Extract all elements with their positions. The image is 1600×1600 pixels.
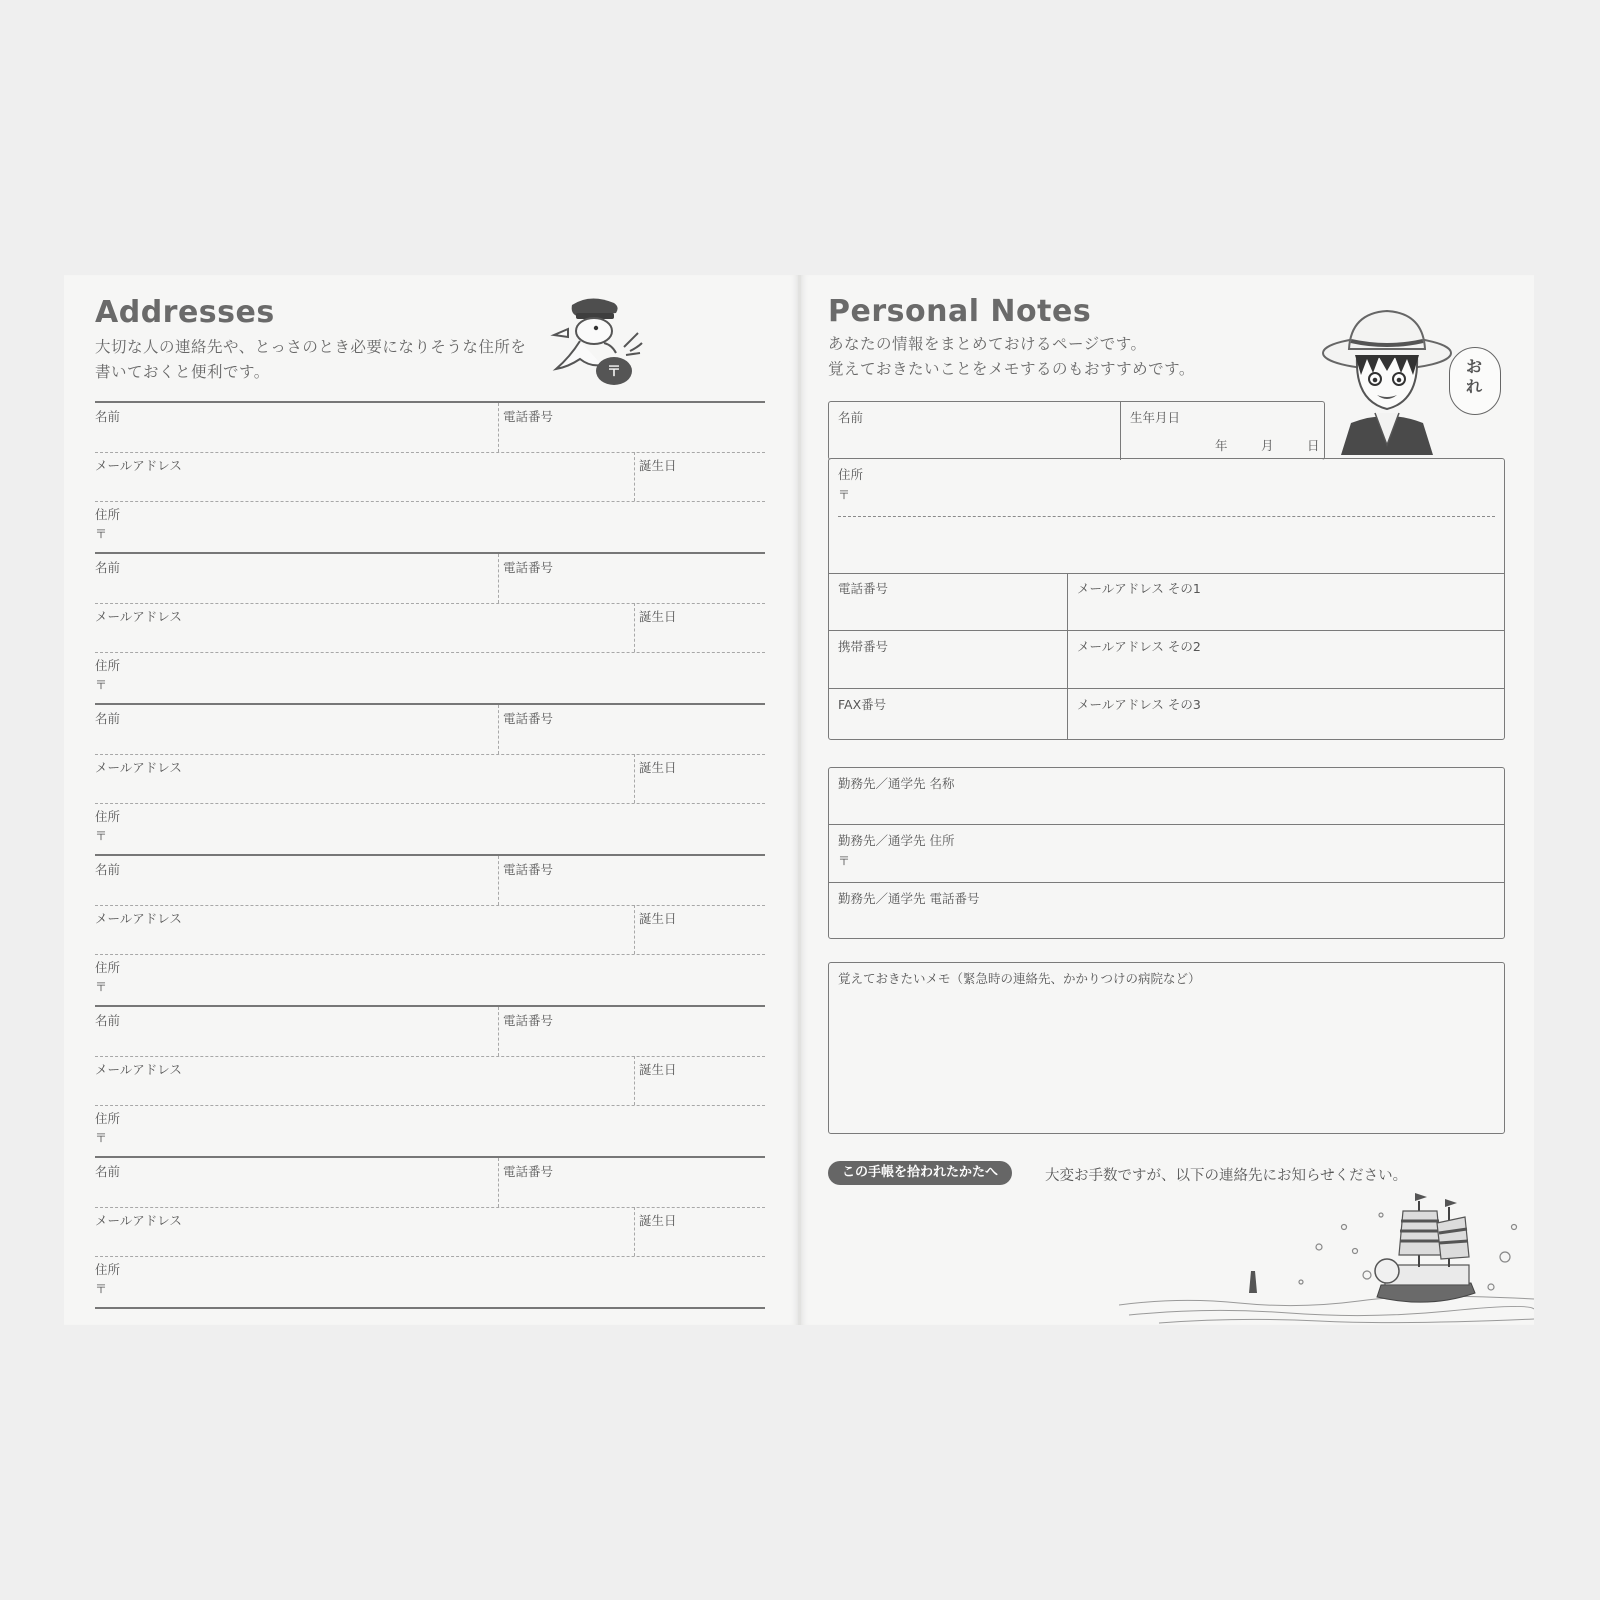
divider	[498, 1007, 499, 1056]
email-label: メールアドレス	[95, 1213, 182, 1228]
birthday-label: 誕生日	[639, 760, 677, 775]
name-label: 名前	[95, 1164, 121, 1179]
year-label: 年	[1215, 438, 1228, 453]
name-label: 名前	[95, 1013, 121, 1028]
postal-mark: 〒	[838, 854, 851, 868]
birthday-label: 誕生日	[639, 1062, 677, 1077]
divider	[95, 452, 765, 453]
subtitle-line: 大切な人の連絡先や、とっさのとき必要になりそうな住所を	[95, 338, 527, 356]
mail-bird-illustration	[550, 295, 646, 391]
address-entry	[95, 1005, 765, 1156]
character-illustration	[1321, 305, 1461, 455]
divider	[95, 754, 765, 755]
divider	[829, 882, 1504, 883]
name-label: 名前	[95, 409, 121, 424]
phone-label: 電話番号	[503, 409, 554, 424]
address-entry	[95, 1156, 765, 1309]
birthday-label: 誕生日	[639, 1213, 677, 1228]
finder-text: 大変お手数ですが、以下の連絡先にお知らせください。	[1045, 1168, 1408, 1184]
divider	[498, 403, 499, 452]
divider	[1120, 402, 1121, 460]
address-entry	[95, 703, 765, 854]
page-subtitle	[828, 332, 1195, 382]
divider	[498, 705, 499, 754]
divider	[634, 754, 635, 803]
addresses-page	[64, 275, 798, 1325]
mobile-label: 携帯番号	[838, 639, 889, 654]
name-birthdate-box	[828, 401, 1325, 460]
phone-label: 電話番号	[503, 711, 554, 726]
work-school-box	[828, 767, 1505, 939]
divider	[634, 452, 635, 501]
divider	[95, 1105, 765, 1106]
ship-illustration	[1119, 1187, 1534, 1325]
page-title: Personal Notes	[828, 294, 1092, 329]
name-label: 名前	[95, 560, 121, 575]
speech-char: お	[1466, 357, 1483, 376]
email-label: メールアドレス	[95, 458, 182, 473]
phone-label: 電話番号	[503, 1164, 554, 1179]
postal-mark: 〒	[95, 678, 108, 692]
email-label: メールアドレス	[95, 911, 182, 926]
email3-label: メールアドレス その3	[1077, 697, 1201, 712]
divider	[634, 905, 635, 954]
divider	[829, 573, 1504, 574]
subtitle-line: 覚えておきたいことをメモするのもおすすめです。	[828, 360, 1195, 378]
subtitle-line: あなたの情報をまとめておけるページです。	[828, 335, 1147, 353]
divider	[498, 554, 499, 603]
address-label: 住所	[95, 1111, 121, 1126]
divider	[95, 905, 765, 906]
name-label: 名前	[95, 862, 121, 877]
email-label: メールアドレス	[95, 760, 182, 775]
phone-label: 電話番号	[503, 560, 554, 575]
phone-label: 電話番号	[503, 862, 554, 877]
page-title: Addresses	[95, 295, 275, 330]
divider	[634, 603, 635, 652]
memo-box	[828, 962, 1505, 1134]
divider	[498, 1158, 499, 1207]
divider	[634, 1207, 635, 1256]
birthday-label: 誕生日	[639, 458, 677, 473]
divider	[95, 954, 765, 955]
email-label: メールアドレス	[95, 609, 182, 624]
address-label: 住所	[95, 658, 121, 673]
speech-bubble	[1449, 347, 1501, 415]
subtitle-line: 書いておくと便利です。	[95, 363, 270, 381]
address-entry	[95, 854, 765, 1005]
postal-mark: 〒	[95, 527, 108, 541]
address-entry	[95, 401, 765, 552]
name-label: 名前	[95, 711, 121, 726]
work-address-label: 勤務先／通学先 住所	[838, 833, 955, 848]
finder-badge: この手帳を拾われたかたへ	[828, 1161, 1012, 1185]
month-label: 月	[1261, 438, 1274, 453]
address-label: 住所	[95, 960, 121, 975]
divider	[634, 1056, 635, 1105]
address-label: 住所	[95, 507, 121, 522]
divider	[95, 603, 765, 604]
divider	[95, 1207, 765, 1208]
address-label: 住所	[95, 809, 121, 824]
day-label: 日	[1307, 438, 1320, 453]
email1-label: メールアドレス その1	[1077, 581, 1201, 596]
postal-mark: 〒	[95, 980, 108, 994]
work-phone-label: 勤務先／通学先 電話番号	[838, 891, 980, 906]
contact-grid	[828, 458, 1505, 740]
fax-label: FAX番号	[838, 697, 887, 712]
postal-mark: 〒	[95, 829, 108, 843]
address-entries	[95, 401, 765, 1309]
divider	[1067, 573, 1068, 739]
divider	[95, 652, 765, 653]
divider	[829, 688, 1504, 689]
page-subtitle	[95, 335, 526, 385]
divider	[829, 824, 1504, 825]
svg-text:〒: 〒	[607, 364, 621, 380]
address-entry	[95, 552, 765, 703]
divider	[838, 516, 1495, 517]
divider	[95, 501, 765, 502]
divider	[95, 1056, 765, 1057]
divider	[95, 803, 765, 804]
birthday-label: 誕生日	[639, 911, 677, 926]
address-label: 住所	[838, 467, 864, 482]
name-label: 名前	[838, 410, 864, 425]
address-label: 住所	[95, 1262, 121, 1277]
divider	[498, 856, 499, 905]
postal-mark: 〒	[838, 488, 851, 502]
memo-label: 覚えておきたいメモ（緊急時の連絡先、かかりつけの病院など）	[838, 971, 1201, 986]
email2-label: メールアドレス その2	[1077, 639, 1201, 654]
postal-mark: 〒	[95, 1282, 108, 1296]
postal-mark: 〒	[95, 1131, 108, 1145]
birthday-label: 誕生日	[639, 609, 677, 624]
phone-label: 電話番号	[503, 1013, 554, 1028]
divider	[95, 1256, 765, 1257]
email-label: メールアドレス	[95, 1062, 182, 1077]
phone-label: 電話番号	[838, 581, 889, 596]
birthdate-label: 生年月日	[1130, 410, 1181, 425]
work-name-label: 勤務先／通学先 名称	[838, 776, 955, 791]
speech-char: れ	[1466, 377, 1483, 396]
divider	[829, 630, 1504, 631]
